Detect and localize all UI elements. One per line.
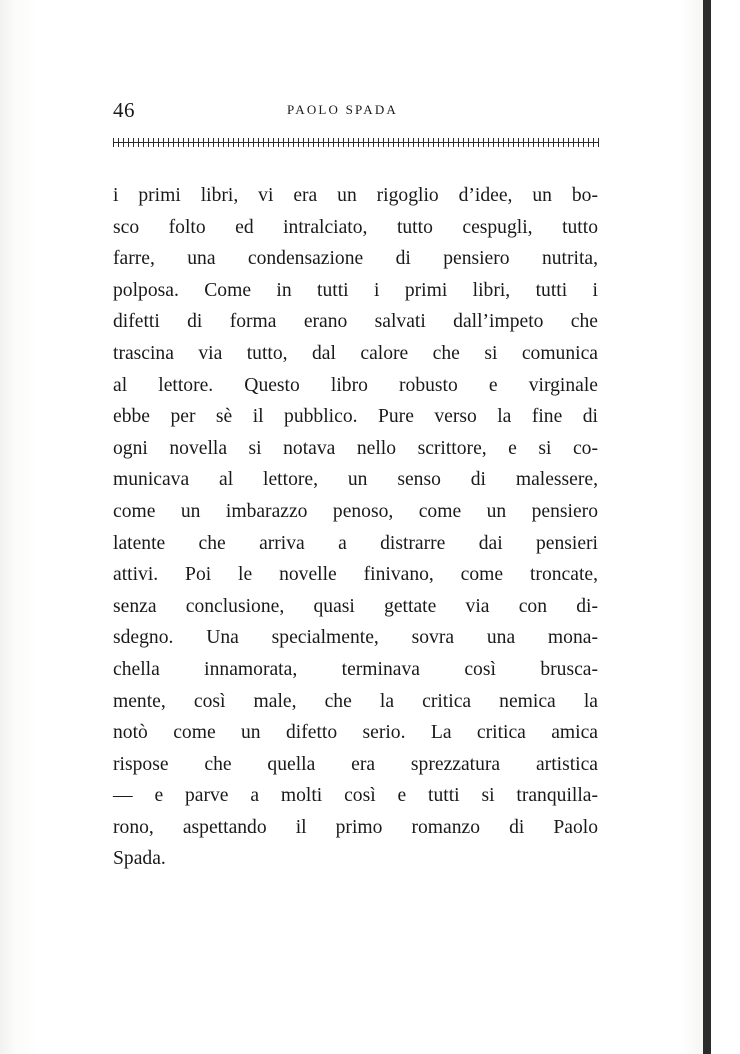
body-text bbox=[113, 180, 598, 875]
text-line: chella innamorata, terminava così brusca- bbox=[113, 658, 598, 680]
text-line: — e parve a molti così e tutti si tranquilla- bbox=[113, 785, 598, 807]
text-line: difetti di forma erano salvati dall’impeto che bbox=[113, 311, 598, 333]
text-line: sco folto ed intralciato, tutto cespugli, tutto bbox=[113, 216, 598, 238]
text-line: al lettore. Questo libro robusto e virginale bbox=[113, 374, 598, 396]
text-line: rispose che quella era sprezzatura artistica bbox=[113, 753, 598, 775]
running-title: PAOLO SPADA bbox=[287, 102, 399, 117]
text-line: polposa. Come in tutti i primi libri, tutti i bbox=[113, 279, 598, 301]
text-line: farre, una condensazione di pensiero nutrita, bbox=[113, 248, 598, 270]
text-line: notò come un difetto serio. La critica amica bbox=[113, 722, 598, 744]
text-line: ebbe per sè il pubblico. Pure verso la fine di bbox=[113, 406, 598, 428]
page-number: 46 bbox=[113, 98, 135, 122]
text-line: municava al lettore, un senso di malessere, bbox=[113, 469, 598, 491]
text-line: senza conclusione, quasi gettate via con di- bbox=[113, 595, 598, 617]
text-line: Spada. bbox=[113, 848, 166, 870]
decorative-rule bbox=[113, 137, 599, 149]
text-line: mente, così male, che la critica nemica la bbox=[113, 690, 598, 712]
text-line: attivi. Poi le novelle finivano, come troncate, bbox=[113, 564, 598, 586]
text-line: ogni novella si notava nello scrittore, e si co- bbox=[113, 437, 598, 459]
text-line: trascina via tutto, dal calore che si comunica bbox=[113, 342, 598, 364]
text-line: come un imbarazzo penoso, come un pensiero bbox=[113, 500, 598, 522]
text-line: sdegno. Una specialmente, sovra una mona- bbox=[113, 627, 598, 649]
text-line: rono, aspettando il primo romanzo di Paolo bbox=[113, 816, 598, 838]
page-header bbox=[113, 96, 598, 126]
page-margin bbox=[711, 0, 740, 1054]
text-line: latente che arriva a distrarre dai pensieri bbox=[113, 532, 598, 554]
text-line: i primi libri, vi era un rigoglio d’idee, un bo- bbox=[113, 185, 598, 206]
page-edge-shadow bbox=[703, 0, 711, 1054]
